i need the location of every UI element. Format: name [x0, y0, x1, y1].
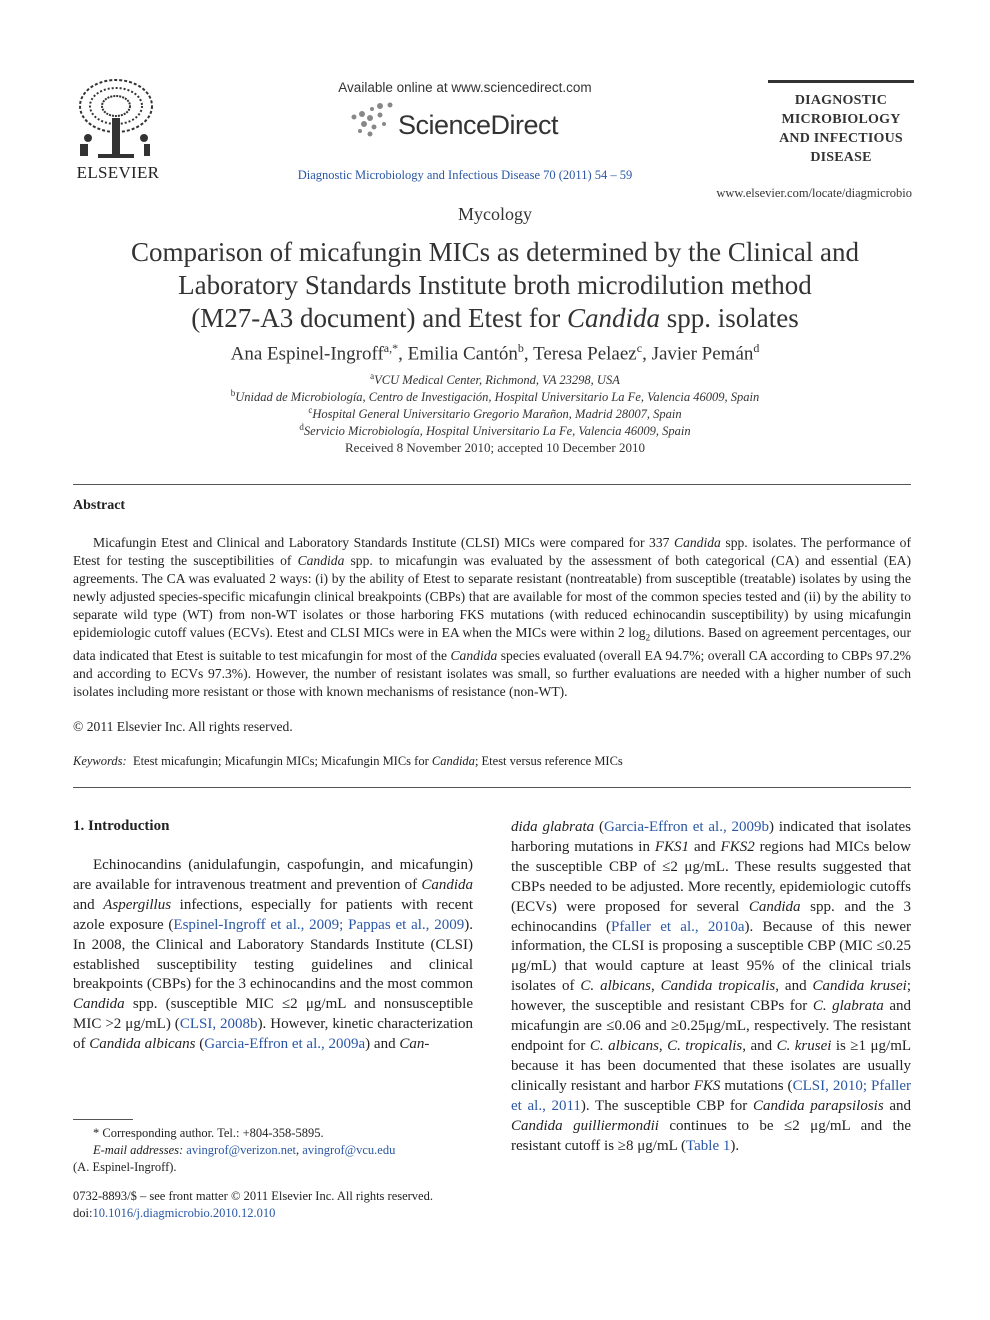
citation-link[interactable]: Garcia-Effron et al., 2009b — [604, 819, 770, 835]
citation-link[interactable]: Pfaller et al., 2010a — [611, 918, 745, 935]
author-name: Ana Espinel-Ingroff — [230, 343, 384, 365]
divider — [73, 484, 911, 485]
received-date: Received 8 November 2010; accepted 10 December 2010 — [345, 440, 645, 455]
intro-paragraph-right: dida glabrata (Garcia-Effron et al., 2009b) indicated that isolates harboring mutations in FKS1 and FKS2 regions had MICs below the susceptible CBP of ≤2 μg/mL. These results suggested that CBPs needed to be adjusted. More recently, epidemiologic cutoffs (ECVs) were proposed for several Candida spp. and the 3 echinocandins (Pfaller et al., 2010a). Because of this newer information, the CLSI is proposing a susceptible CBP (MIC ≤0.25 μg/mL) that would capture at least 95% of the clinical trials isolates of C. albicans, Candida tropicalis, and Candida krusei; however, the susceptible and resistant CBPs for C. glabrata and micafungin are ≤0.06 and ≥0.25μg/mL, respectively. The resistant endpoint for C. albicans, C. tropicalis, and C. krusei is ≥1 μg/mL because it has been documented that these isolates are usually clinically resistant and harbor FKS mutations (CLSI, 2010; Pfaller et al., 2011). The susceptible CBP for Candida parapsilosis and Candida guilliermondii continues to be ≤2 μg/mL and the resistant cutoff is ≥8 μg/mL (Table 1). — [511, 819, 912, 1154]
footnote-divider — [73, 1119, 133, 1120]
introduction-heading: 1. Introduction — [73, 818, 170, 834]
intro-paragraph-left: Echinocandins (anidulafungin, caspofungin, and micafungin) are available for intravenous treatment and prevention of Candida and Aspergillus infections, especially for patients with recent azole exposure (Espinel-Ingroff et al., 2009; Pappas et al., 2009). In 2008, the Clinical and Laboratory Standards Institute (CLSI) established susceptibility testing guidelines and clinical breakpoints (CBPs) for the 3 echinocandins and the most common Candida spp. (susceptible MIC ≤2 μg/mL and nonsusceptible MIC >2 μg/mL) (CLSI, 2008b). However, kinetic characterization of Candida albicans (Garcia-Effron et al., 2009a) and Can- — [73, 857, 473, 1053]
sciencedirect-logo-text: ScienceDirect — [398, 110, 559, 140]
affiliation: $^c$Hospital General Universitario Gregorio Marañon, Madrid 28007, Spain — [308, 405, 682, 422]
title-line-3: (M27-A3 document) and Etest for Candida spp. isolates — [191, 303, 799, 333]
affiliation: $^b$Unidad de Microbiología, Centro de Investigación, Hospital Universitario La Fe, Valencia 46009, Spain — [230, 388, 760, 405]
email-owner: (A. Espinel-Ingroff). — [73, 1160, 177, 1174]
citation-link[interactable]: Espinel-Ingroff et al., 2009; Pappas et al., 2009 — [173, 916, 465, 933]
journal-url: www.elsevier.com/locate/diagmicrobio — [716, 186, 912, 200]
divider — [73, 787, 911, 788]
author-name: Emilia Cantón — [407, 343, 518, 365]
keywords-label: Keywords: — [73, 754, 127, 768]
issn-line: 0732-8893/$ – see front matter © 2011 Elsevier Inc. All rights reserved. — [73, 1189, 433, 1203]
title-line-2: Laboratory Standards Institute broth microdilution method — [178, 270, 812, 300]
doi-line: doi:10.1016/j.diagmicrobio.2010.12.010 — [73, 1206, 276, 1220]
keywords — [73, 754, 911, 769]
journal-name-block — [768, 80, 914, 167]
email-note: E-mail addresses: avingrof@verizon.net, avingrof@vcu.edu — [93, 1143, 396, 1157]
affiliation: $^d$Servicio Microbiología, Hospital Universitario La Fe, Valencia 46009, Spain — [299, 422, 691, 439]
doi-link[interactable]: 10.1016/j.diagmicrobio.2010.12.010 — [92, 1206, 276, 1220]
citation-link[interactable]: Garcia-Effron et al., 2009a — [204, 1036, 366, 1053]
copyright-notice: © 2011 Elsevier Inc. All rights reserved. — [73, 719, 293, 734]
publisher-name: ELSEVIER — [76, 163, 160, 182]
email-link[interactable]: avingrof@verizon.net — [186, 1143, 297, 1157]
citation-link[interactable]: CLSI, 2010; Pfaller et al., 2011 — [511, 1077, 912, 1114]
author-name: Teresa Pelaez — [533, 343, 637, 365]
section-label: Mycology — [458, 204, 532, 224]
journal-name-line: DIAGNOSTIC — [794, 93, 888, 108]
journal-name-line: AND INFECTIOUS — [779, 131, 903, 146]
available-online-text: Available online at www.sciencedirect.com — [338, 80, 592, 95]
citation-link[interactable]: CLSI, 2008b — [179, 1016, 258, 1033]
author-list: Ana Espinel-Ingroff$^{a,*}$, Emilia Cantón$^b$, Teresa Pelaez$^c$, Javier Pemán$^d$ — [230, 341, 760, 365]
abstract-heading: Abstract — [73, 498, 126, 513]
email-link[interactable]: avingrof@vcu.edu — [302, 1143, 396, 1157]
title-line-1: Comparison of micafungin MICs as determined by the Clinical and — [130, 237, 860, 267]
corresponding-author-note: * Corresponding author. Tel.: +804-358-5895. — [93, 1126, 324, 1140]
journal-name-line: MICROBIOLOGY — [781, 112, 901, 127]
affiliation: $^a$VCU Medical Center, Richmond, VA 23298, USA — [370, 371, 620, 388]
author-name: Javier Pemán — [651, 343, 754, 365]
table-link[interactable]: Table 1 — [686, 1137, 731, 1154]
journal-name-line: DISEASE — [810, 150, 872, 165]
abstract-body: Micafungin Etest and Clinical and Laboratory Standards Institute (CLSI) MICs were compared for 337 Candida spp. isolates. The performance of Etest for testing the susceptibilities of Candida spp. to micafungin was evaluated by the assessment of both categorical (CA) and essential (EA) agreements. The CA was evaluated 2 ways: (i) by the ability of Etest to separate resistant (nontreatable) from susceptible (treatable) isolates by using the newly adjusted species-specific micafungin clinical breakpoints (CBPs) that are available for most of the common species tested and (ii) by the ability to separate wild type (WT) from non-WT isolates or those harboring FKS mutations (with reduced echinocandin susceptibility) by using micafungin epidemiologic cutoff values (ECVs). Etest and CLSI MICs were in EA when the MICs were within 2 $\log_2$ dilutions. Based on agreement percentages, our data indicated that Etest is suitable to test micafungin for most of the Candida species evaluated (overall EA 94.7%; overall CA according to CBPs 97.2% and according to ECVs 97.3%). However, the number of resistant isolates was small, so further evaluations are needed with a higher number of such isolates including more resistant or those with known mechanisms of resistance (non-WT). — [73, 535, 911, 700]
journal-citation-link[interactable]: Diagnostic Microbiology and Infectious Disease 70 (2011) 54 – 59 — [297, 168, 633, 182]
article-title — [80, 236, 910, 335]
keywords-text: Etest micafungin; Micafungin MICs; Micafungin MICs for Candida; Etest versus reference MICs — [132, 754, 623, 768]
